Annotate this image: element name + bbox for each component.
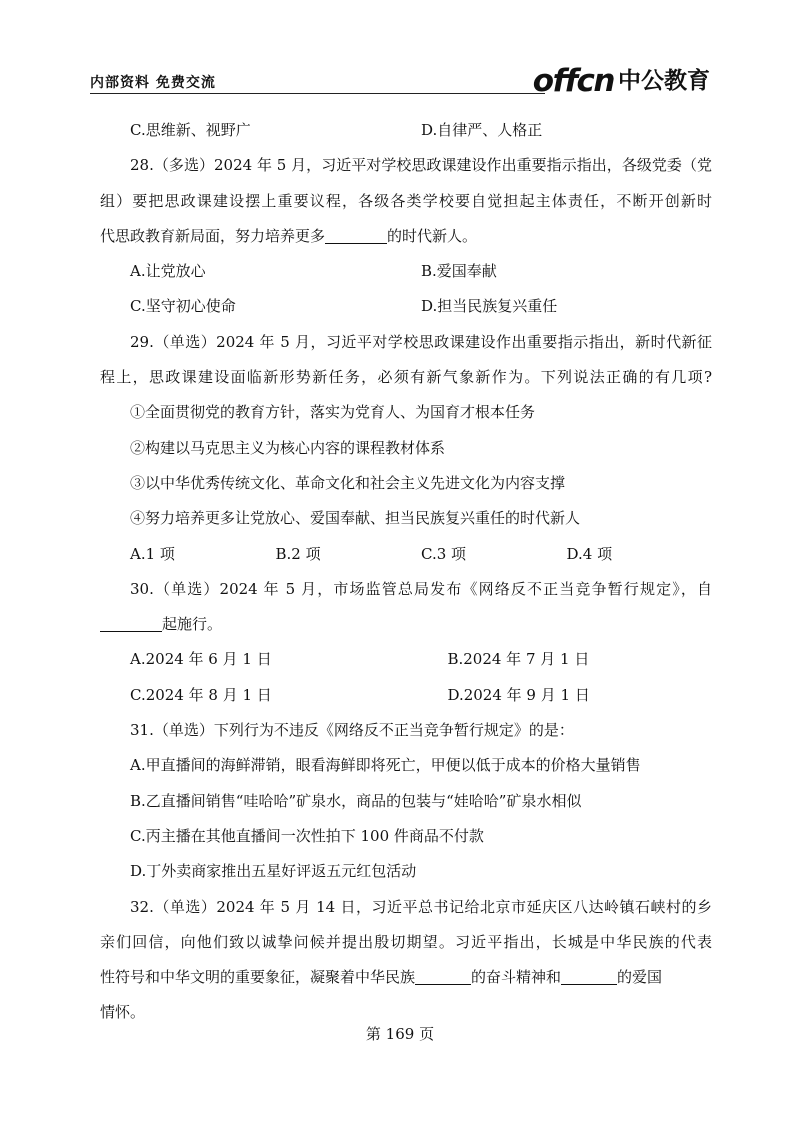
q32-stem-line3-pre: 性符号和中华文明的重要象征，凝聚着中华民族 <box>100 968 416 987</box>
q30-options-cd <box>130 678 712 713</box>
q28-blank <box>325 225 387 244</box>
q28-option-d: D.担当民族复兴重任 <box>421 297 558 316</box>
q29-option-c: C.3 项 <box>421 544 467 563</box>
q29-statement-3: ③以中华优秀传统文化、革命文化和社会主义先进文化为内容支撑 <box>130 473 566 492</box>
q30-option-b: B.2024 年 7 月 1 日 <box>447 650 590 669</box>
q30-options-ab <box>130 642 712 677</box>
page-number: 第 169 页 <box>365 1025 435 1043</box>
q27-option-d: D.自律严、人格正 <box>421 121 543 139</box>
q28-options-cd <box>130 289 712 324</box>
q29-statement-2: ②构建以马克思主义为核心内容的课程教材体系 <box>130 438 446 457</box>
q29-stem-line2: 程上，思政课建设面临新形势新任务，必须有新气象新作为。下列说法正确的有几项? <box>100 368 712 387</box>
q28-stem-line3 <box>100 219 712 254</box>
q31-option-a: A.甲直播间的海鲜滞销，眼看海鲜即将死亡，甲便以低于成本的价格大量销售 <box>130 756 641 775</box>
q30-option-a: A.2024 年 6 月 1 日 <box>130 650 272 669</box>
q32-blank-2 <box>561 966 617 985</box>
q29-option-a: A.1 项 <box>130 544 175 563</box>
q32-stem-line3-post: 的爱国 <box>617 968 663 987</box>
q28-option-c: C.坚守初心使命 <box>130 297 236 316</box>
q30-stem-line1: 30.（单选）2024 年 5 月，市场监管总局发布《网络反不正当竞争暂行规定》，自 <box>130 579 712 598</box>
q32-stem-line1: 32.（单选）2024 年 5 月 14 日，习近平总书记给北京市延庆区八达岭镇石峡村的乡 <box>130 897 712 916</box>
q29-statement-1: ①全面贯彻党的教育方针，落实为党育人、为国育才根本任务 <box>130 403 536 422</box>
q30-option-c: C.2024 年 8 月 1 日 <box>130 685 272 704</box>
q28-stem-line3-pre: 代思政教育新局面，努力培养更多 <box>100 226 326 245</box>
q30-blank <box>100 613 162 632</box>
q32-stem-line2: 亲们回信，向他们致以诚挚问候并提出殷切期望。习近平指出，长城是中华民族的代表 <box>100 932 712 951</box>
offcn-logo <box>533 62 710 98</box>
page-content <box>100 113 712 1031</box>
q29-option-d: D.4 项 <box>566 544 613 563</box>
q27-options-cd <box>130 113 712 148</box>
q29-statement-4: ④努力培养更多让党放心、爱国奉献、担当民族复兴重任的时代新人 <box>130 509 581 528</box>
q31-stem-line1: 31.（单选）下列行为不违反《网络反不正当竞争暂行规定》的是： <box>130 721 574 740</box>
q30-option-d: D.2024 年 9 月 1 日 <box>447 685 590 704</box>
q30-stem-line2-post: 起施行。 <box>162 615 223 634</box>
q27-option-c: C.思维新、视野广 <box>130 121 251 139</box>
q31-option-c: C.丙主播在其他直播间一次性拍下 100 件商品不付款 <box>130 826 484 845</box>
page-header <box>90 62 710 98</box>
logo-text-cn: 中公教育 <box>618 68 710 94</box>
q32-stem-line3-mid: 的奋斗精神和 <box>471 968 562 987</box>
header-label: 内部资料 免费交流 <box>90 75 216 91</box>
q31-option-b: B.乙直播间销售“哇哈哈”矿泉水，商品的包装与“娃哈哈”矿泉水相似 <box>130 791 582 810</box>
q28-options-ab <box>130 254 712 289</box>
q31-option-d: D.丁外卖商家推出五星好评返五元红包活动 <box>130 862 417 881</box>
q28-stem-line2: 组）要把思政课建设摆上重要议程，各级各类学校要自觉担起主体责任，不断开创新时 <box>100 191 712 210</box>
q30-stem-line2 <box>100 607 712 642</box>
header-divider <box>90 93 545 94</box>
q32-stem-line3 <box>100 960 712 995</box>
q28-stem-line1: 28.（多选）2024 年 5 月，习近平对学校思政课建设作出重要指示指出，各级党委（党 <box>130 156 712 175</box>
q28-option-a: A.让党放心 <box>130 262 206 281</box>
q29-stem-line1: 29.（单选）2024 年 5 月，习近平对学校思政课建设作出重要指示指出，新时代新征 <box>130 332 712 351</box>
q32-stem-line4: 情怀。 <box>100 1003 146 1022</box>
q29-option-b: B.2 项 <box>275 544 321 563</box>
q29-options <box>130 537 712 572</box>
q28-option-b: B.爱国奉献 <box>421 262 497 281</box>
q32-blank-1 <box>415 966 471 985</box>
logo-text-en: offcn <box>532 63 614 99</box>
q28-stem-line3-post: 的时代新人。 <box>387 226 478 245</box>
